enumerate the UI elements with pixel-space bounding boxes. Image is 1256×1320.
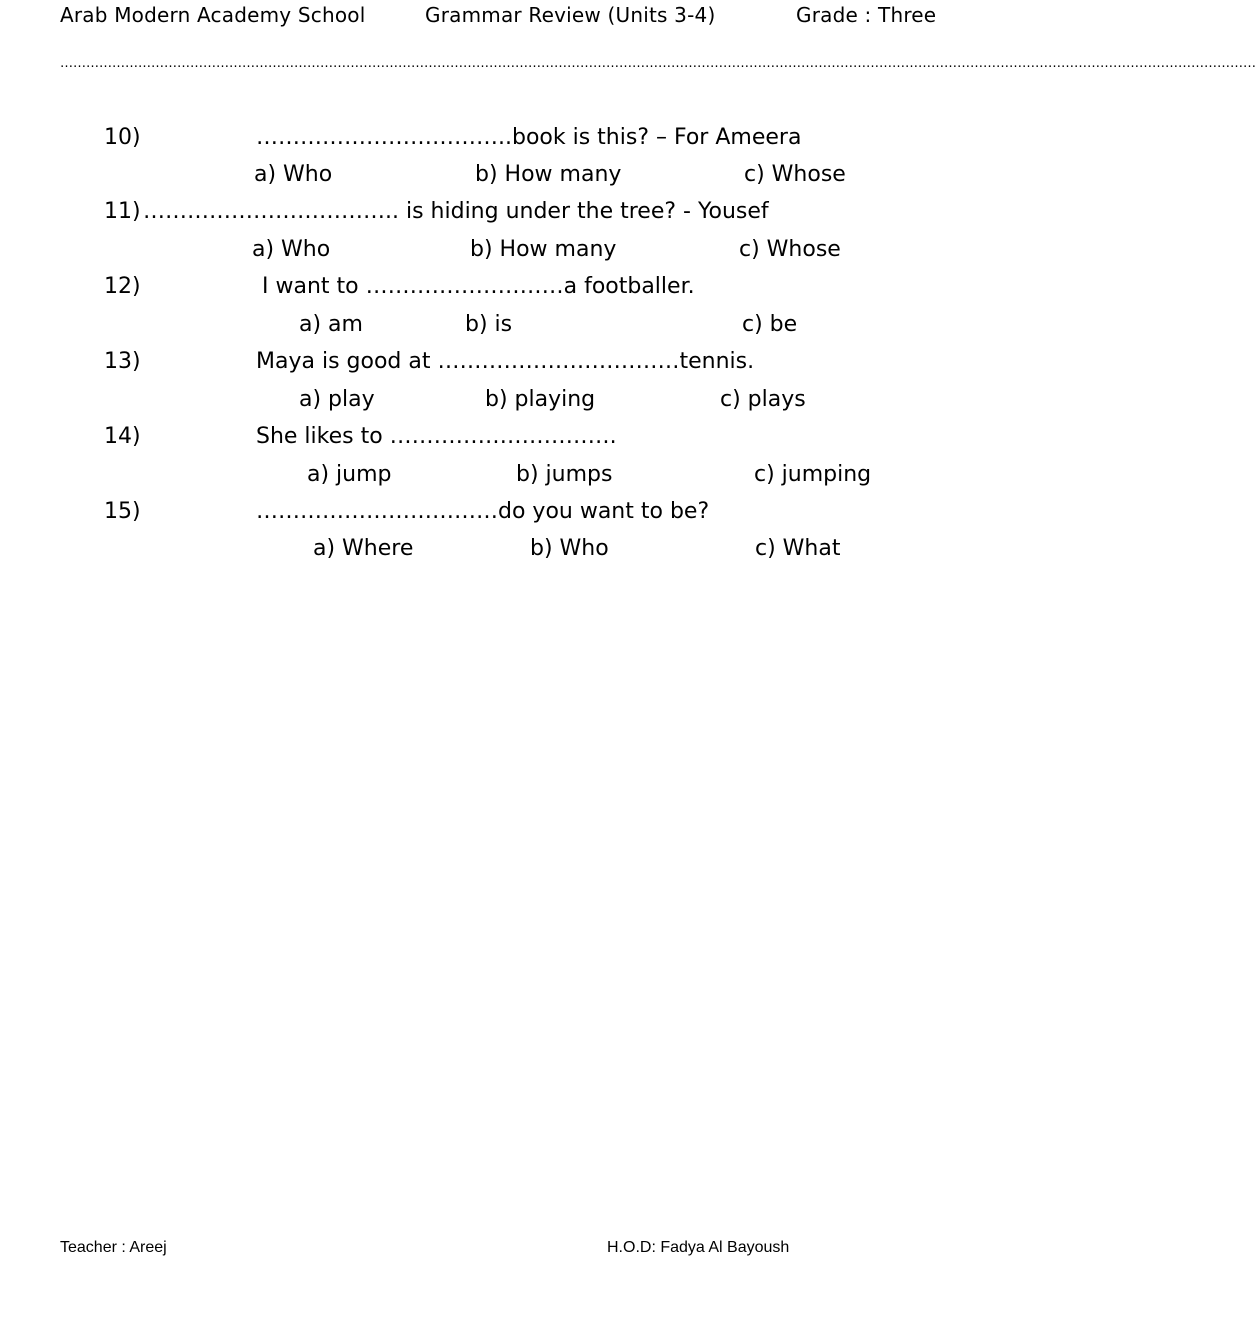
hod-name: H.O.D: Fadya Al Bayoush bbox=[607, 1239, 790, 1256]
option-c: c) Whose bbox=[744, 162, 846, 187]
option-b: b) How many bbox=[470, 237, 617, 262]
option-c: c) jumping bbox=[754, 462, 872, 487]
option-b: b) playing bbox=[485, 387, 596, 412]
question-sentence: She likes to …………………………. bbox=[256, 424, 617, 449]
option-a: a) am bbox=[299, 312, 363, 337]
option-b: b) is bbox=[465, 312, 513, 337]
question-number: 14) bbox=[104, 424, 141, 449]
option-c: c) What bbox=[755, 536, 841, 561]
header-dotted-divider: …………………………………………………………………………………………………………………………………………………………………………………………………………………………………………………… bbox=[60, 56, 1256, 71]
option-c: c) Whose bbox=[739, 237, 841, 262]
option-c: c) plays bbox=[720, 387, 806, 412]
question-number: 15) bbox=[104, 499, 141, 524]
school-name: Arab Modern Academy School bbox=[60, 3, 366, 27]
option-c: c) be bbox=[742, 312, 798, 337]
option-a: a) play bbox=[299, 387, 375, 412]
teacher-name: Teacher : Areej bbox=[60, 1239, 167, 1256]
option-b: b) jumps bbox=[516, 462, 613, 487]
question-number: 10) bbox=[104, 125, 141, 150]
worksheet-title: Grammar Review (Units 3-4) bbox=[425, 3, 716, 27]
option-a: a) Where bbox=[313, 536, 414, 561]
question-sentence: Maya is good at ……………………………tennis. bbox=[256, 349, 755, 374]
question-number: 11) bbox=[104, 199, 141, 224]
question-sentence: ……………………………..book is this? – For Ameera bbox=[256, 125, 802, 150]
grade-label: Grade : Three bbox=[796, 3, 937, 27]
question-sentence: I want to ………………………a footballer. bbox=[262, 274, 695, 299]
option-a: a) Who bbox=[254, 162, 333, 187]
question-number: 13) bbox=[104, 349, 141, 374]
option-b: b) How many bbox=[475, 162, 622, 187]
option-a: a) Who bbox=[252, 237, 331, 262]
question-sentence: …………………………….. is hiding under the tree? - Yousef bbox=[143, 199, 769, 224]
question-number: 12) bbox=[104, 274, 141, 299]
option-b: b) Who bbox=[530, 536, 609, 561]
question-sentence: ……………………………do you want to be? bbox=[256, 499, 710, 524]
option-a: a) jump bbox=[307, 462, 392, 487]
